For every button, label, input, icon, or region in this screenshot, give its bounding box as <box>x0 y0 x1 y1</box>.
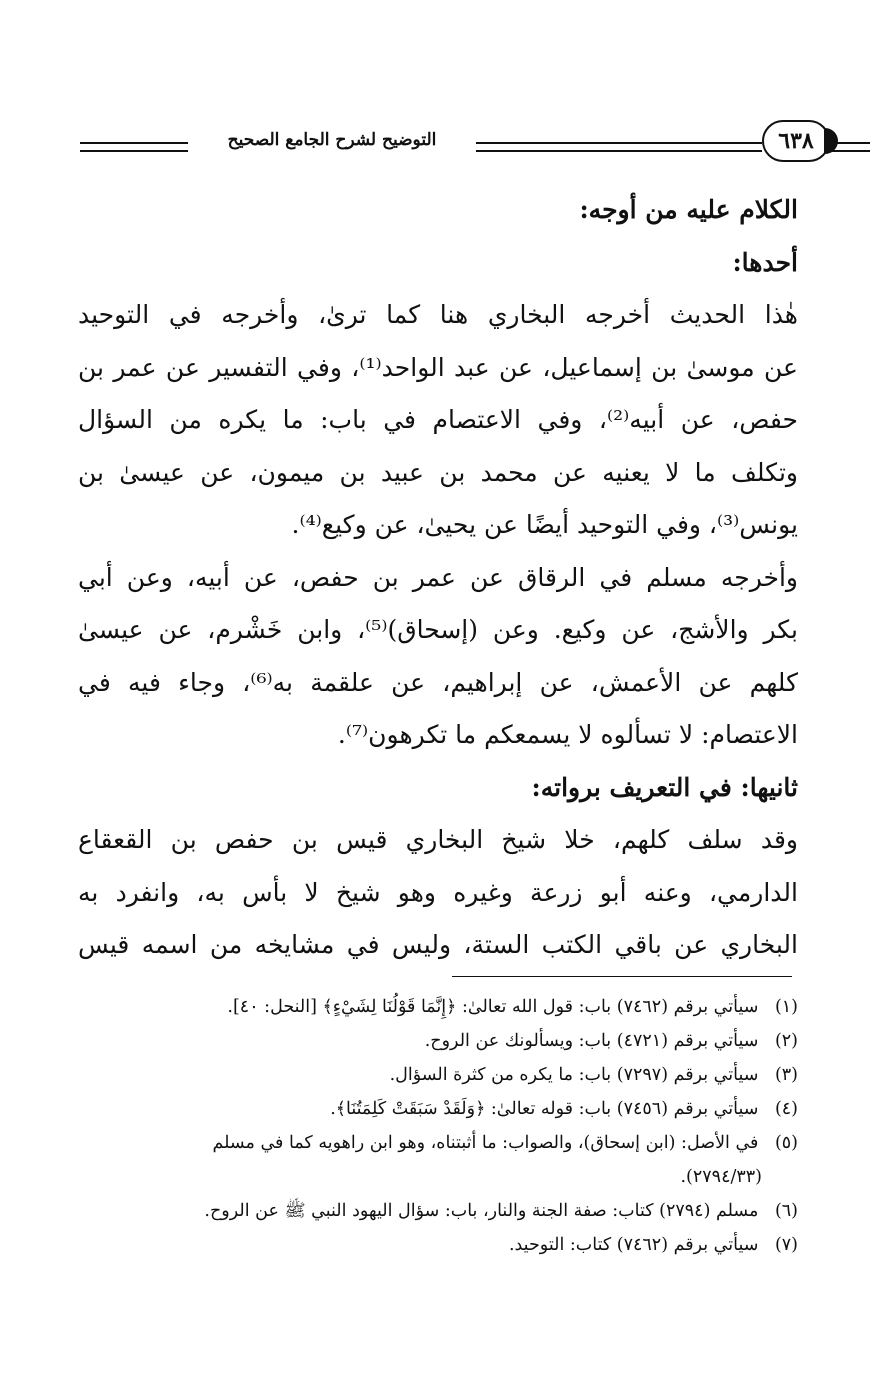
footnote-number: (٧) <box>774 1235 798 1255</box>
footnote <box>82 1126 798 1160</box>
footnote <box>82 1228 798 1262</box>
header-rule-middle <box>476 142 762 152</box>
text-line: عن موسىٰ بن إسماعيل، عن عبد الواحد⁽¹⁾، وفي التفسير عن عمر بن <box>78 352 798 382</box>
footnote-number: (٥) <box>774 1133 798 1153</box>
footnote-number: (٤) <box>774 1099 798 1119</box>
footnote <box>82 990 798 1024</box>
text-line: بكر والأشج، عن وكيع. وعن (إسحاق)⁽⁵⁾، وابن خَشْرم، عن عيسىٰ <box>78 615 798 644</box>
text-line: الدارمي، وعنه أبو زرعة وغيره وهو شيخ لا بأس به، وانفرد به <box>78 877 798 907</box>
subheading-second: ثانيها: في التعريف برواته: <box>531 772 798 802</box>
footnote-number: (١) <box>774 997 798 1017</box>
text-line: البخاري عن باقي الكتب الستة، وليس في مشايخه من اسمه قيس <box>78 930 798 959</box>
footnote <box>82 1194 798 1228</box>
text-line: حفص، عن أبيه⁽²⁾، وفي الاعتصام في باب: ما يكره من السؤال <box>78 405 798 434</box>
text-line: وقد سلف كلهم، خلا شيخ البخاري قيس بن حفص بن القعقاع <box>78 825 798 854</box>
running-title: التوضيح لشرح الجامع الصحيح <box>227 130 437 150</box>
page-number-badge: ٦٣٨ <box>762 120 830 162</box>
footnotes <box>82 990 798 1262</box>
footnote <box>82 1092 798 1126</box>
footnote-text: سيأتي برقم (٧٤٦٢) كتاب: التوحيد. <box>508 1235 759 1255</box>
footnote <box>82 1024 798 1058</box>
section-heading: الكلام عليه من أوجه: <box>579 195 798 224</box>
text-line: وتكلف ما لا يعنيه عن محمد بن عبيد بن ميمون، عن عيسىٰ بن <box>78 457 798 487</box>
footnote-continuation: (٢٧٩٤/٣٣). <box>680 1167 762 1187</box>
footnote-text: مسلم (٢٧٩٤) كتاب: صفة الجنة والنار، باب: سؤال اليهود النبي ﷺ عن الروح. <box>204 1201 759 1221</box>
text-line: هٰذا الحديث أخرجه البخاري هنا كما ترىٰ، وأخرجه في التوحيد <box>78 300 798 329</box>
footnote <box>82 1058 798 1092</box>
text-line: يونس⁽³⁾، وفي التوحيد أيضًا عن يحيىٰ، عن وكيع⁽⁴⁾. <box>291 510 798 539</box>
text-line: الاعتصام: لا تسألوه لا يسمعكم ما تكرهون⁽⁷⁾. <box>337 720 798 749</box>
footnote-number: (٦) <box>774 1201 798 1221</box>
page-header <box>72 120 814 168</box>
text-line: وأخرجه مسلم في الرقاق عن عمر بن حفص، عن أبيه، وعن أبي <box>78 562 798 592</box>
header-rule-left <box>80 142 188 152</box>
footnote-text: سيأتي برقم (٧٤٥٦) باب: قوله تعالىٰ: ﴿وَلَقَدْ سَبَقَتْ كَلِمَتُنَا﴾. <box>330 1099 759 1119</box>
header-rule-right <box>830 142 870 152</box>
footnote-text: سيأتي برقم (٧٤٦٢) باب: قول الله تعالىٰ: ﴿إِنَّمَا قَوْلُنَا لِشَيْءٍ﴾ [النحل: ٤٠]. <box>227 997 759 1017</box>
footnote-number: (٣) <box>774 1065 798 1085</box>
main-text <box>78 184 798 972</box>
subheading-first: أحدها: <box>732 247 798 277</box>
footnote-number: (٢) <box>774 1031 798 1051</box>
footnote-separator <box>452 976 792 977</box>
footnote-text: سيأتي برقم (٤٧٢١) باب: ويسألونك عن الروح. <box>424 1031 759 1051</box>
text-line: كلهم عن الأعمش، عن إبراهيم، عن علقمة به⁽⁶⁾، وجاء فيه في <box>78 667 798 697</box>
footnote-text: في الأصل: (ابن إسحاق)، والصواب: ما أثبتناه، وهو ابن راهويه كما في مسلم <box>212 1133 759 1153</box>
footnote-text: سيأتي برقم (٧٢٩٧) باب: ما يكره من كثرة السؤال. <box>389 1065 759 1085</box>
